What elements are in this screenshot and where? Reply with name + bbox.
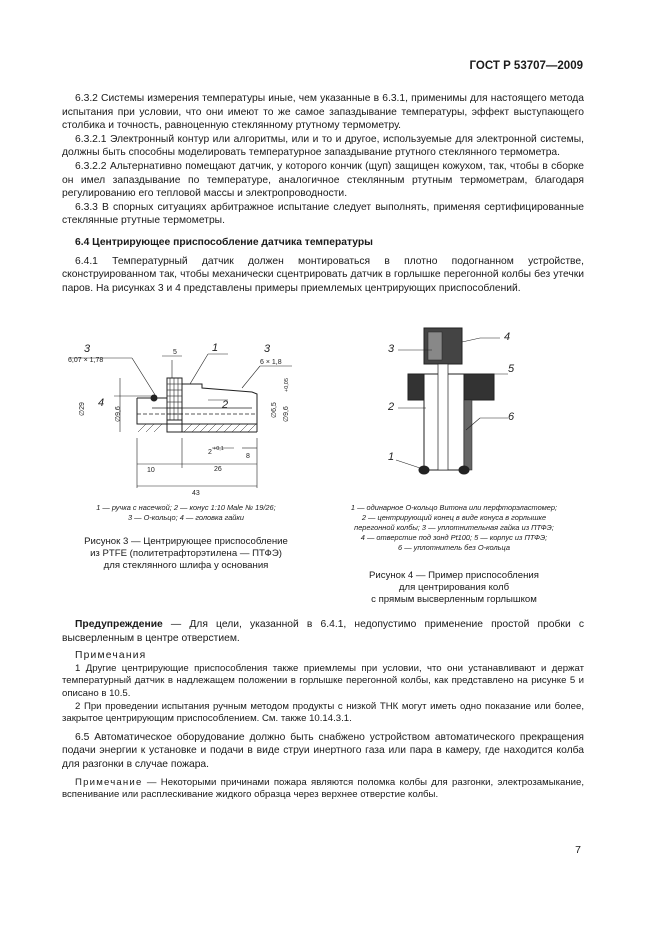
fig4-callout-1: 1 [388,451,395,463]
o-ring-left [419,466,429,474]
fig3-callout-5: 5 [173,349,177,356]
dim-8: 8 [246,453,250,460]
paragraph-6-3-2-1: 6.3.2.1 Электронный контур или алгоритмы, или и то и другое, используемые для электронной системы, должны быть способны моделировать температурное запаздывание ртутного стеклянного термометра. [62,133,584,159]
fig3-callout-3b: 3 [264,343,271,355]
note-2: 2 При проведении испытания ручным методом продукты с низкой ТНК могут иметь одно показание или более, закрытое центрирующим приспособлением. См. также 10.14.3.1. [62,700,584,725]
dim-diam-9-6-right: ∅9,6 [283,406,290,422]
dim-diam-29: ∅29 [79,402,86,416]
page-number: 7 [575,844,581,856]
section-title-6-4: 6.4 Центрирующее приспособление датчика температуры [75,236,373,248]
document-standard-number: ГОСТ Р 53707—2009 [469,60,583,72]
fig3-callout-1: 1 [212,342,219,354]
fig4-legend-line-2: 2 — центрирующий конец в виде конуса в горлышке [361,513,547,522]
dim-6-07: 6,07 × 1,78 [68,357,104,364]
dim-10: 10 [147,467,155,474]
dim-tol-0-1: +0,1 [213,446,224,452]
figure-4-legend [318,503,590,553]
fig3-callout-4: 4 [98,397,105,409]
figure-4-caption [318,570,590,607]
probe-bore [438,364,448,470]
fig4-callout-5: 5 [508,363,515,375]
paragraph-6-5: 6.5 Автоматическое оборудование должно быть снабжено устройством автоматического прекращения подачи энергии к установке и подачи в виде струи инертного газа или пара в камеру, где находится колба для разгонки в случае пожара. [62,731,584,770]
dim-2: 2 [208,449,212,456]
warning-label: Предупреждение [75,619,163,630]
warning-text: — Для цели, указанной в 6.4.1, недопустимо применение простой пробки с высверленным в центре отверстием. [62,619,584,644]
dim-43: 43 [192,490,200,497]
fig4-legend-line-5: 6 — уплотнитель без О-кольца [398,543,510,552]
fig3-callout-2: 2 [222,399,229,411]
fig3-caption-line-2: из PTFE (политетрафторэтилена — ПТФЭ) [90,548,282,560]
text-block-bottom [62,618,584,802]
dim-26: 26 [214,466,222,473]
figure-4-drawing [380,320,530,490]
o-ring-right [459,466,469,474]
fig4-callout-4: 4 [504,331,511,343]
dim-diam-6-5: ∅6,5 [271,402,278,418]
figure-3-caption [52,536,320,573]
figure-3-drawing [62,338,302,500]
fig4-caption-line-2: для центрирования колб [398,582,510,594]
fig4-caption-line-1: Рисунок 4 — Пример приспособления [369,570,539,581]
final-note-label: Примечание [75,776,143,788]
paragraph-6-3-2-2: 6.3.2.2 Альтернативно помещают датчик, у которого кончик (щуп) защищен кожухом, так, чтобы в сборке он имел запаздывание по температуре, аналогичное стеклянным ртутным термометрам, благодаря регулированию его тепловой массы и электропроводности. [62,160,584,200]
text-block-top [62,92,584,295]
fig3-caption-line-1: Рисунок 3 — Центрирующее приспособление [84,536,288,547]
final-note [62,777,584,802]
fig4-legend-line-1: 1 — одинарное О-кольцо Витона или перфторэластомер; [350,503,558,512]
dim-diam-9-6-left: ∅9,6 [115,406,122,422]
fig4-callout-2: 2 [388,401,395,413]
fig4-legend-line-4: 4 — отверстие под зонд Pt100; 5 — корпус из ПТФЭ; [360,533,548,542]
paragraph-6-3-2: 6.3.2 Системы измерения температуры иные, чем указанные в 6.3.1, применимы для настоящего метода испытания при условии, что они имеют то же самое запаздывание температуры, эффект выступающего столбика и точность, равноценную стеклянному ртутному термометру. [62,93,584,132]
figure-3-legend [52,503,320,523]
dim-tol-0-05: +0,05 [284,378,290,392]
paragraph-6-3-3: 6.3.3 В спорных ситуациях арбитражное испытание следует выполнять, применяя сертифицированные стеклянные ртутные термометры. [62,201,584,227]
fig3-callout-3: 3 [84,343,91,355]
fig4-callout-3: 3 [388,343,395,355]
notes-heading: Примечания [75,650,147,662]
fig3-legend-line-2: 3 — О-кольцо; 4 — головка гайки [127,513,245,522]
dim-6x1-8: 6 × 1,8 [260,359,282,366]
fig3-legend-line-1: 1 — ручка с насечкой; 2 — конус 1:10 Male № 19/26; [96,503,276,512]
fig3-caption-line-3: для стеклянного шлифа у основания [103,560,269,572]
paragraph-6-4-1: 6.4.1 Температурный датчик должен монтироваться в плотно подогнанном устройстве, сконструированном так, чтобы механически сцентрировать датчик в горлышке перегонной колбы без утечки паров. На рисунках 3 и 4 представлены примеры приемлемых центрирующих приспособлений. [62,255,584,294]
dimension-lines [70,354,292,488]
fig4-callout-6: 6 [508,411,515,423]
warning-paragraph [62,618,584,645]
fig4-caption-line-3: с прямым высверленным горлышком [371,594,537,606]
final-note-text: — Некоторыми причинами пожара являются поломка колбы для разгонки, электрозамыкание, вспенивание или расплескивание жидкого образца через верхнее отверстие колбы. [62,776,584,801]
fig4-legend-line-3: перегонной колбы; 3 — уплотнительная гайка из ПТФЭ; [354,523,554,532]
note-1: 1 Другие центрирующие приспособления также приемлемы при условии, что они устанавливают и держат температурный датчик в надлежащем положении в горлышке перегонной колбы, как представлено на рисунке 5 и описано в 10.5. [62,662,584,699]
